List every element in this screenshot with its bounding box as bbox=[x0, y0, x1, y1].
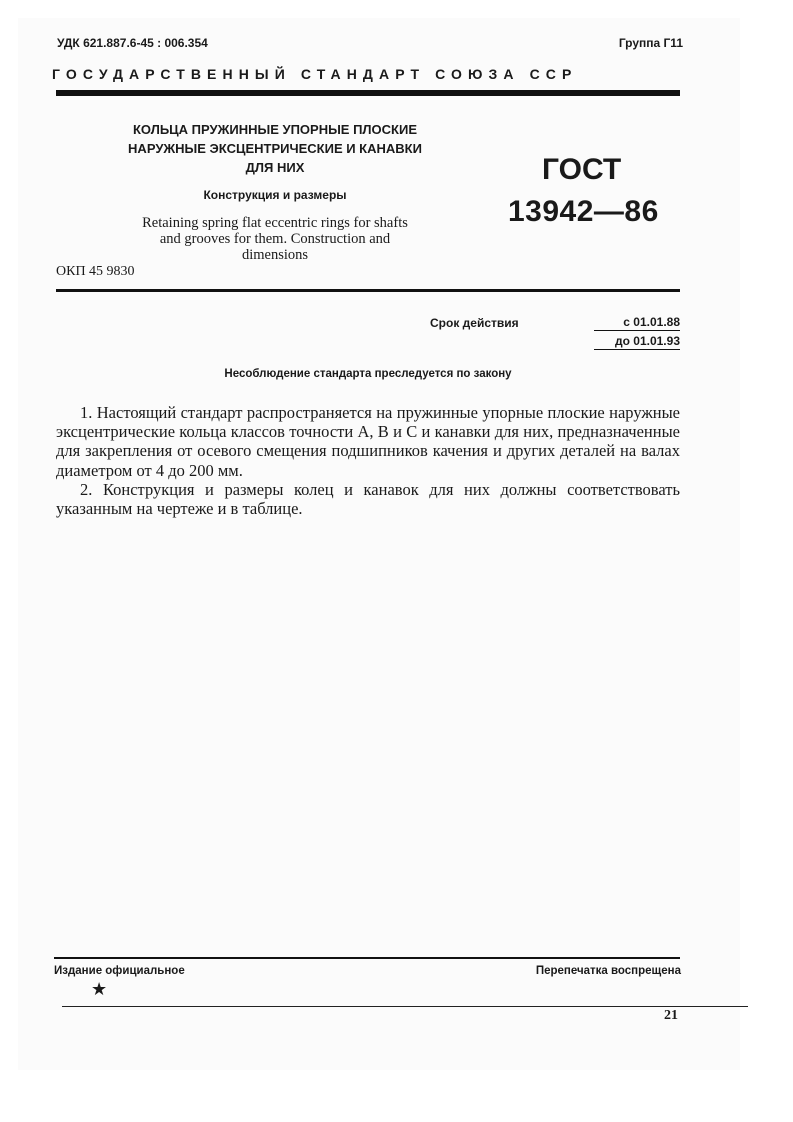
gost-number: 13942—86 bbox=[508, 195, 659, 228]
udk-code: УДК 621.887.6-45 : 006.354 bbox=[57, 36, 208, 50]
okp-code: ОКП 45 9830 bbox=[56, 264, 135, 279]
title-divider bbox=[56, 289, 680, 292]
body-text bbox=[56, 403, 680, 518]
group-code: Группа Г11 bbox=[618, 36, 683, 50]
document-title-ru: КОЛЬЦА ПРУЖИННЫЕ УПОРНЫЕ ПЛОСКИЕ НАРУЖНЫЕ ЭКСЦЕНТРИЧЕСКИЕ И КАНАВКИ ДЛЯ НИХ bbox=[128, 122, 422, 175]
page-number: 21 bbox=[664, 1008, 678, 1023]
page-bottom-rule bbox=[62, 1006, 748, 1007]
star-icon: ★ bbox=[91, 979, 108, 999]
footer-divider bbox=[54, 957, 680, 959]
official-edition-label: Издание официальное bbox=[54, 965, 185, 977]
gost-label: ГОСТ bbox=[542, 153, 622, 186]
state-standard-heading: ГОСУДАРСТВЕННЫЙ СТАНДАРТ СОЮЗА ССР bbox=[52, 66, 578, 82]
validity-label: Срок действия bbox=[430, 316, 519, 330]
paragraph-scope: 1. Настоящий стандарт распространяется на пружинные упорные плоские наружные эксцентрические кольца классов точности А, В и С и канавки для них, предназначенные для закрепления от осевого смещения подшипников качения и других деталей на валах диаметром от 4 до 200 мм. bbox=[56, 403, 680, 480]
reprint-prohibited-label: Перепечатка воспрещена bbox=[535, 965, 681, 977]
validity-to: до 01.01.93 bbox=[594, 334, 680, 350]
document-subtitle-ru: Конструкция и размеры bbox=[203, 188, 347, 202]
legal-notice: Несоблюдение стандарта преследуется по закону bbox=[224, 368, 512, 380]
document-title-en: Retaining spring flat eccentric rings for shafts and grooves for them. Construction and dimensions bbox=[142, 215, 408, 263]
paragraph-construction: 2. Конструкция и размеры колец и канавок для них должны соответствовать указанным на чертеже и в таблице. bbox=[56, 479, 680, 519]
header-divider bbox=[56, 90, 680, 96]
validity-from: с 01.01.88 bbox=[594, 315, 680, 331]
